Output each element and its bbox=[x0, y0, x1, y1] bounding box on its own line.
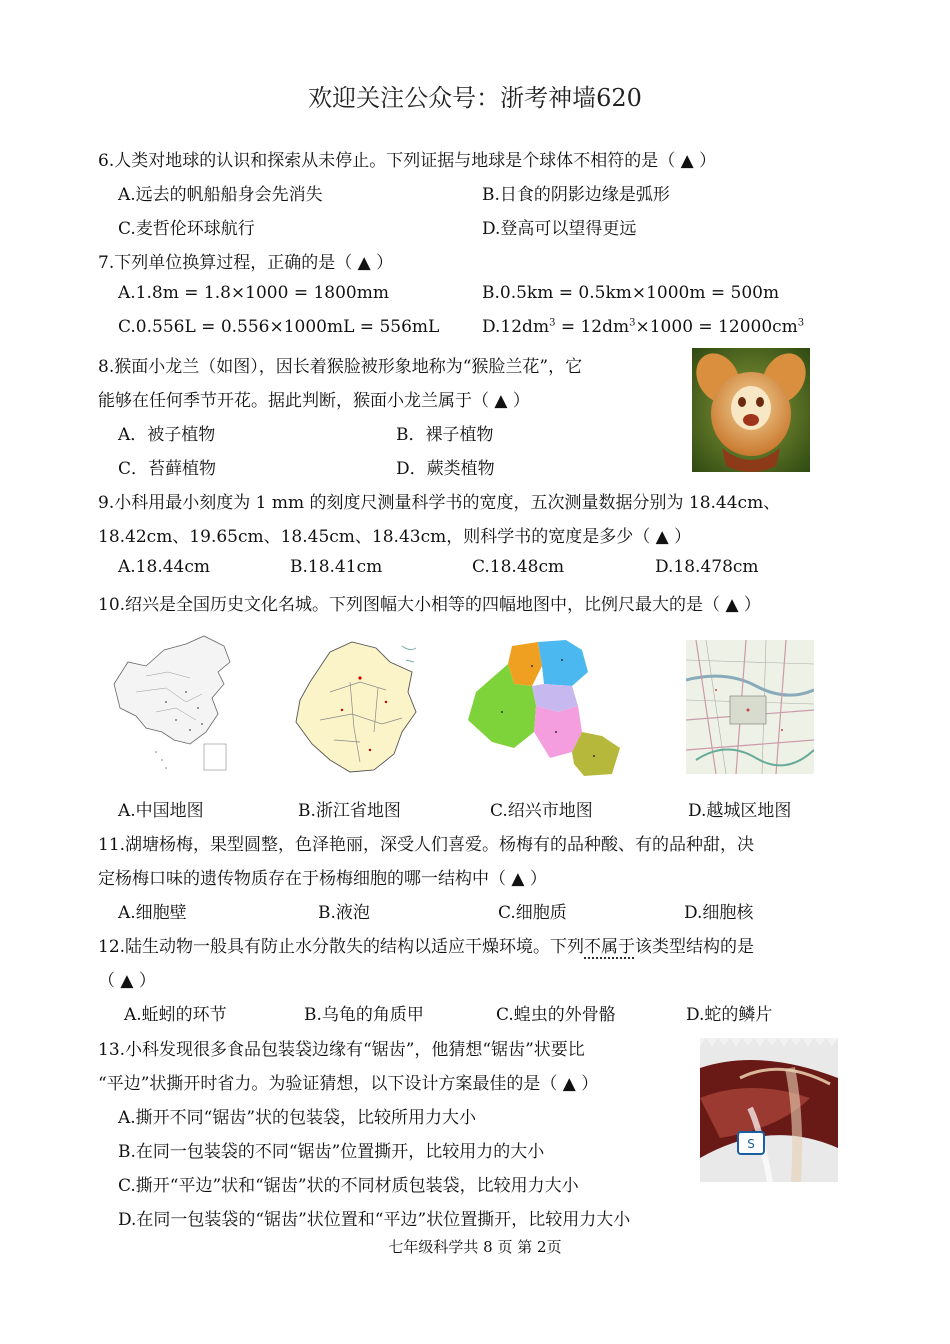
q7-d-sup3: 3 bbox=[797, 317, 805, 329]
q6-option-d: D.登高可以望得更远 bbox=[482, 219, 637, 239]
q13-stem-line1: 13.小科发现很多食品包装袋边缘有“锯齿”，他猜想“锯齿”状要比 bbox=[98, 1040, 585, 1060]
q7-d-part3: ×1000 = 12000cm bbox=[635, 317, 798, 337]
q6-option-c: C.麦哲伦环球航行 bbox=[118, 219, 255, 239]
page-footer: 七年级科学共 8 页 第 2页 bbox=[388, 1238, 562, 1256]
q6-option-a: A.远去的帆船船身会先消失 bbox=[118, 185, 323, 205]
q7-stem: 7.下列单位换算过程，正确的是（ ▲ ） bbox=[98, 253, 394, 273]
q11-stem-line2: 定杨梅口味的遗传物质存在于杨梅细胞的哪一结构中（ ▲ ） bbox=[98, 869, 547, 889]
q12-option-a: A.蚯蚓的环节 bbox=[124, 1005, 227, 1025]
q12-option-c: C.蝗虫的外骨骼 bbox=[496, 1005, 616, 1025]
q11-option-a: A.细胞壁 bbox=[118, 903, 187, 923]
q8-stem-line2: 能够在任何季节开花。据此判断，猴面小龙兰属于（ ▲ ） bbox=[98, 391, 530, 411]
q9-option-c: C.18.48cm bbox=[472, 557, 565, 577]
q7-d-part2: = 12dm bbox=[555, 317, 630, 337]
q6-option-b: B.日食的阴影边缘是弧形 bbox=[482, 185, 670, 205]
q7-d-sup2: 3 bbox=[629, 317, 636, 329]
q10-option-a: A.中国地图 bbox=[118, 801, 204, 821]
q9-stem-line2: 18.42cm、19.65cm、18.45cm、18.43cm，则科学书的宽度是多少（ ▲ ） bbox=[98, 527, 692, 547]
q12-option-d: D.蛇的鳞片 bbox=[686, 1005, 773, 1025]
q7-d-part1: D.12dm bbox=[482, 317, 550, 337]
q6-stem: 6.人类对地球的认识和探索从未停止。下列证据与地球是个球体不相符的是（ ▲ ） bbox=[98, 151, 717, 171]
page-header: 欢迎关注公众号：浙考神墙620 bbox=[308, 84, 642, 112]
q7-d-sup1: 3 bbox=[549, 317, 556, 329]
q13-option-a: A.撕开不同“锯齿”状的包装袋，比较所用力大小 bbox=[118, 1108, 477, 1128]
q8-option-b: B．裸子植物 bbox=[396, 425, 494, 445]
q9-option-a: A.18.44cm bbox=[118, 557, 210, 577]
svg-text:S: S bbox=[747, 1137, 755, 1151]
q11-option-b: B.液泡 bbox=[318, 903, 370, 923]
q10-option-d: D.越城区地图 bbox=[688, 801, 792, 821]
q13-option-b: B.在同一包装袋的不同“锯齿”位置撕开，比较用力的大小 bbox=[118, 1142, 545, 1162]
q9-stem-line1: 9.小科用最小刻度为 1 mm 的刻度尺测量科学书的宽度，五次测量数据分别为 18.44cm、 bbox=[98, 493, 781, 513]
q10-option-b: B.浙江省地图 bbox=[298, 801, 401, 821]
q7-option-d bbox=[482, 317, 804, 337]
q10-stem: 10.绍兴是全国历史文化名城。下列图幅大小相等的四幅地图中，比例尺最大的是（ ▲ ） bbox=[98, 595, 761, 615]
q7-option-a: A.1.8m = 1.8×1000 = 1800mm bbox=[118, 283, 389, 303]
q10-option-c: C.绍兴市地图 bbox=[490, 801, 593, 821]
q12-option-b: B.乌龟的角质甲 bbox=[304, 1005, 424, 1025]
q8-option-a: A．被子植物 bbox=[118, 425, 216, 445]
package-bag-image bbox=[700, 1038, 838, 1182]
q8-stem-line1: 8.猴面小龙兰（如图），因长着猴脸被形象地称为“猴脸兰花”，它 bbox=[98, 357, 583, 377]
q8-option-d: D．蕨类植物 bbox=[396, 459, 495, 479]
q12-stem-part1: 12.陆生动物一般具有防止水分散失的结构以适应干燥环境。下列 bbox=[98, 937, 585, 957]
shaoxing-map-image bbox=[462, 636, 622, 778]
q13-stem-line2: “平边”状撕开时省力。为验证猜想，以下设计方案最佳的是（ ▲ ） bbox=[98, 1074, 599, 1094]
q9-option-d: D.18.478cm bbox=[655, 557, 759, 577]
q7-option-b: B.0.5km = 0.5km×1000m = 500m bbox=[482, 283, 780, 303]
q12-emphasis-text: 不属于 bbox=[584, 937, 636, 957]
q11-option-c: C.细胞质 bbox=[498, 903, 567, 923]
q12-stem-line1 bbox=[98, 932, 754, 957]
q7-option-c: C.0.556L = 0.556×1000mL = 556mL bbox=[118, 317, 440, 337]
q8-option-c: C．苔藓植物 bbox=[118, 459, 217, 479]
q13-option-d: D.在同一包装袋的“锯齿”状位置和“平边”状位置撕开，比较用力大小 bbox=[118, 1210, 631, 1230]
zhejiang-map-image bbox=[290, 632, 422, 776]
q12-stem-line2: （ ▲ ） bbox=[98, 971, 156, 991]
monkey-orchid-image bbox=[692, 348, 810, 472]
q12-stem-part2: 该类型结构的是 bbox=[635, 937, 755, 957]
q11-option-d: D.细胞核 bbox=[684, 903, 754, 923]
yuecheng-map-image bbox=[686, 640, 814, 774]
q9-option-b: B.18.41cm bbox=[290, 557, 383, 577]
q13-option-c: C.撕开“平边”状和“锯齿”状的不同材质包装袋，比较用力大小 bbox=[118, 1176, 579, 1196]
q11-stem-line1: 11.湖塘杨梅，果型圆整，色泽艳丽，深受人们喜爱。杨梅有的品种酸、有的品种甜，决 bbox=[98, 835, 755, 855]
china-map-image bbox=[106, 632, 234, 774]
